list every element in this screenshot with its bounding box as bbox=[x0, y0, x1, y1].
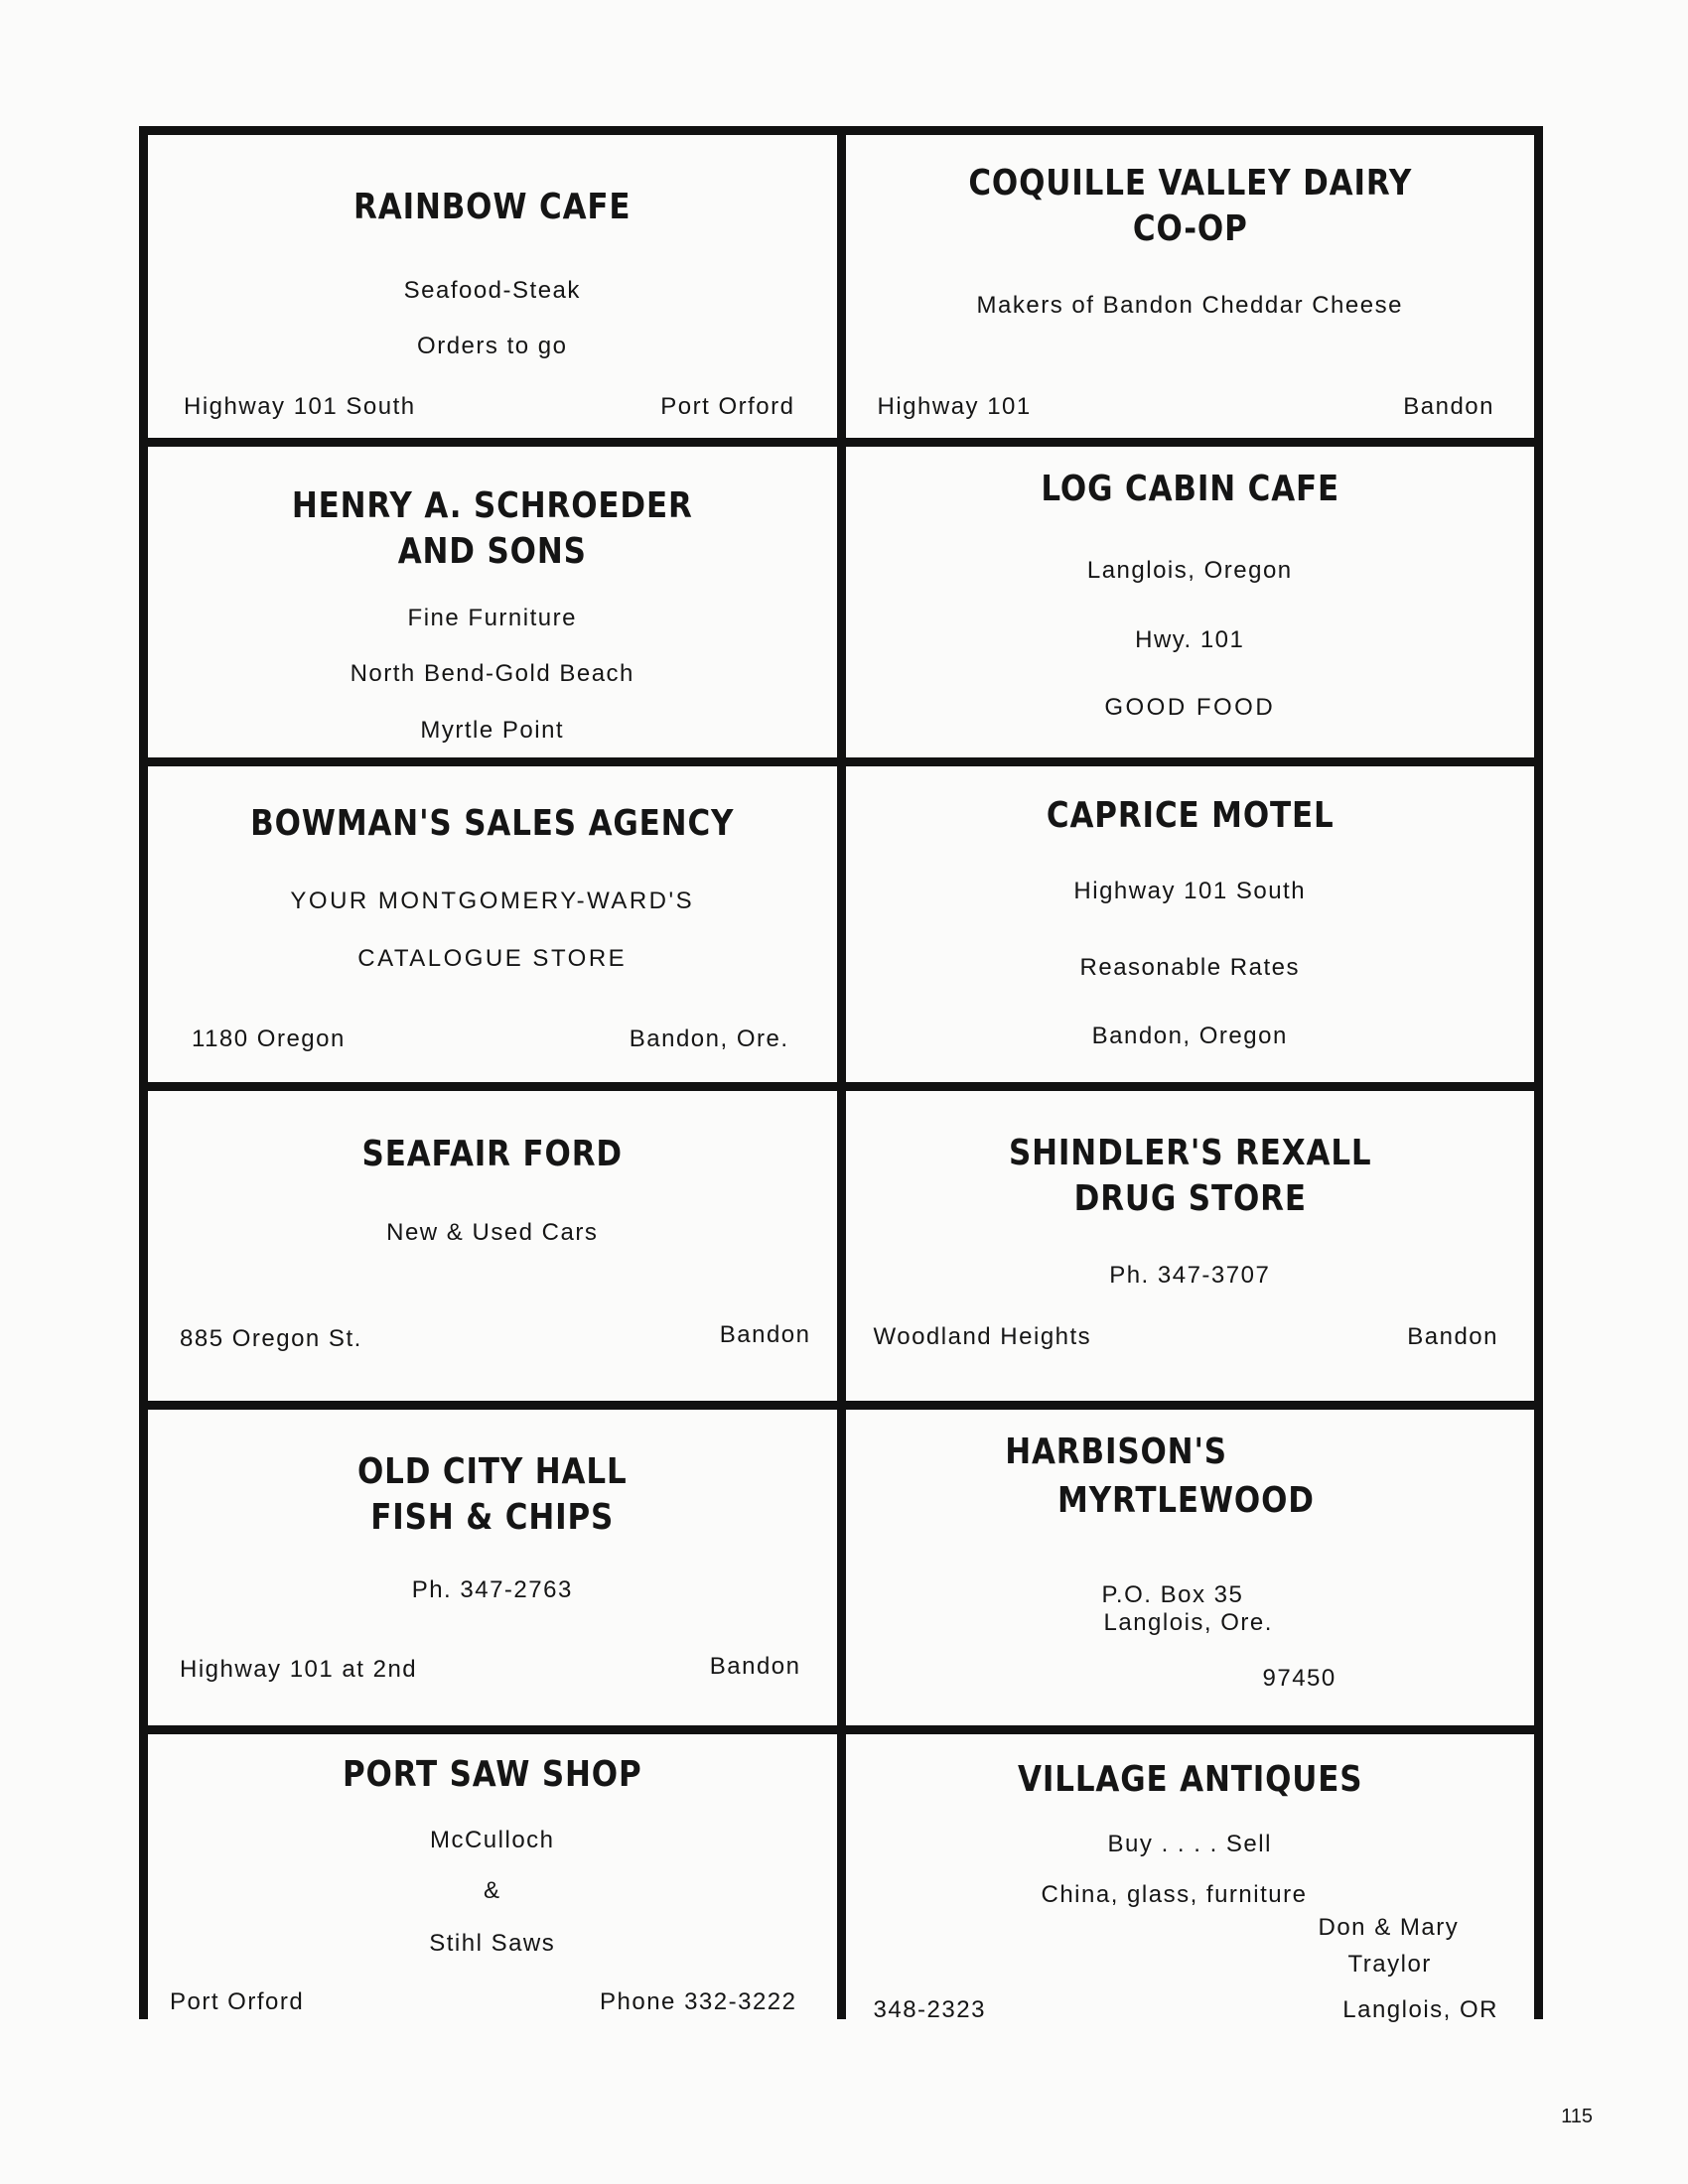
ad-line: GOOD FOOD bbox=[1104, 694, 1276, 721]
ad-line: Myrtle Point bbox=[420, 717, 565, 744]
ad-footer-right: Port Orford bbox=[660, 393, 795, 420]
ad-footer-right: Bandon bbox=[709, 1653, 801, 1680]
ad-line: Ph. 347-2763 bbox=[411, 1576, 573, 1603]
ad-seafair-ford bbox=[148, 1091, 837, 1401]
ad-footer-right: Bandon, Ore. bbox=[629, 1025, 789, 1052]
ad-footer-left: Highway 101 at 2nd bbox=[180, 1656, 418, 1683]
ad-rainbow-cafe bbox=[148, 135, 837, 438]
ad-line: Hwy. 101 bbox=[1135, 626, 1245, 653]
ad-line: Bandon, Oregon bbox=[1091, 1023, 1288, 1049]
ad-title: PORT SAW SHOP bbox=[342, 1754, 642, 1795]
ad-title: SHINDLER'S REXALL bbox=[1008, 1133, 1371, 1173]
ad-line: Seafood-Steak bbox=[403, 277, 581, 304]
ad-old-city-hall bbox=[148, 1410, 837, 1725]
ad-line: Orders to go bbox=[417, 333, 568, 359]
ad-footer-left: Woodland Heights bbox=[873, 1323, 1092, 1350]
ad-line: CATALOGUE STORE bbox=[357, 945, 628, 972]
ad-title: BOWMAN'S SALES AGENCY bbox=[250, 803, 735, 844]
ad-log-cabin-cafe bbox=[846, 447, 1535, 757]
ad-henry-schroeder bbox=[148, 447, 837, 757]
ad-footer-left: Highway 101 bbox=[877, 393, 1032, 420]
ad-village-antiques bbox=[846, 1734, 1535, 2055]
ad-line: Buy . . . . Sell bbox=[1107, 1831, 1272, 1857]
ad-line: Makers of Bandon Cheddar Cheese bbox=[976, 292, 1403, 319]
ad-line: Ph. 347-3707 bbox=[1109, 1262, 1271, 1289]
ad-title: MYRTLEWOOD bbox=[1056, 1480, 1315, 1521]
ad-line: & bbox=[483, 1877, 501, 1904]
ad-line: Langlois, Ore. bbox=[1103, 1609, 1273, 1636]
ad-title: LOG CABIN CAFE bbox=[1040, 469, 1339, 509]
ad-title: HARBISON'S bbox=[1004, 1432, 1227, 1472]
ad-caprice-motel bbox=[846, 766, 1535, 1082]
ad-footer-left: 885 Oregon St. bbox=[180, 1325, 362, 1352]
ad-footer-left: 1180 Oregon bbox=[192, 1025, 346, 1052]
ad-line: McCulloch bbox=[429, 1827, 555, 1853]
ad-line: Traylor bbox=[1347, 1951, 1432, 1978]
ad-footer-right: Bandon bbox=[719, 1321, 811, 1348]
ad-line: North Bend-Gold Beach bbox=[350, 660, 634, 687]
ad-line: Reasonable Rates bbox=[1079, 954, 1300, 981]
ad-footer-right: Bandon bbox=[1403, 393, 1494, 420]
page-number: 115 bbox=[1561, 2106, 1593, 2127]
ad-port-saw-shop bbox=[148, 1734, 837, 2055]
ad-line: Don & Mary bbox=[1318, 1914, 1460, 1941]
ad-title: OLD CITY HALL bbox=[356, 1451, 628, 1492]
ad-title: HENRY A. SCHROEDER bbox=[291, 485, 693, 526]
ad-title: RAINBOW CAFE bbox=[353, 187, 632, 227]
ad-title: CAPRICE MOTEL bbox=[1046, 795, 1335, 836]
ad-line: China, glass, furniture bbox=[1041, 1881, 1308, 1908]
ad-title: VILLAGE ANTIQUES bbox=[1017, 1759, 1362, 1800]
ad-shindlers-rexall bbox=[846, 1091, 1535, 1401]
ad-line: YOUR MONTGOMERY-WARD'S bbox=[290, 887, 695, 914]
ad-footer-left: Port Orford bbox=[170, 1988, 305, 2015]
ad-title: COQUILLE VALLEY DAIRY bbox=[967, 163, 1412, 204]
ad-line: Stihl Saws bbox=[429, 1930, 556, 1957]
ad-harbisons-myrtlewood bbox=[846, 1410, 1535, 1725]
ad-footer-right: Phone 332-3222 bbox=[600, 1988, 797, 2015]
ad-line: Langlois, Oregon bbox=[1086, 557, 1293, 584]
ad-grid bbox=[139, 126, 1543, 2023]
ad-title: SEAFAIR FORD bbox=[361, 1134, 623, 1174]
ad-line: Fine Furniture bbox=[407, 605, 577, 631]
ad-bowmans-sales-agency bbox=[148, 766, 837, 1082]
ad-footer-left: 348-2323 bbox=[873, 1996, 986, 2023]
ad-footer-left: Highway 101 South bbox=[184, 393, 416, 420]
ad-line: 97450 bbox=[1262, 1665, 1336, 1692]
ad-footer-right: Bandon bbox=[1407, 1323, 1498, 1350]
ad-title: DRUG STORE bbox=[1073, 1178, 1307, 1219]
ad-title: FISH & CHIPS bbox=[370, 1497, 615, 1538]
ad-title: AND SONS bbox=[397, 531, 587, 572]
ad-line: Highway 101 South bbox=[1073, 878, 1307, 904]
ad-footer-right: Langlois, OR bbox=[1342, 1996, 1498, 2023]
ad-line: P.O. Box 35 bbox=[1101, 1581, 1244, 1608]
ad-title: CO-OP bbox=[1132, 208, 1248, 249]
ad-line: New & Used Cars bbox=[386, 1219, 599, 1246]
ad-coquille-valley-dairy bbox=[846, 135, 1535, 438]
